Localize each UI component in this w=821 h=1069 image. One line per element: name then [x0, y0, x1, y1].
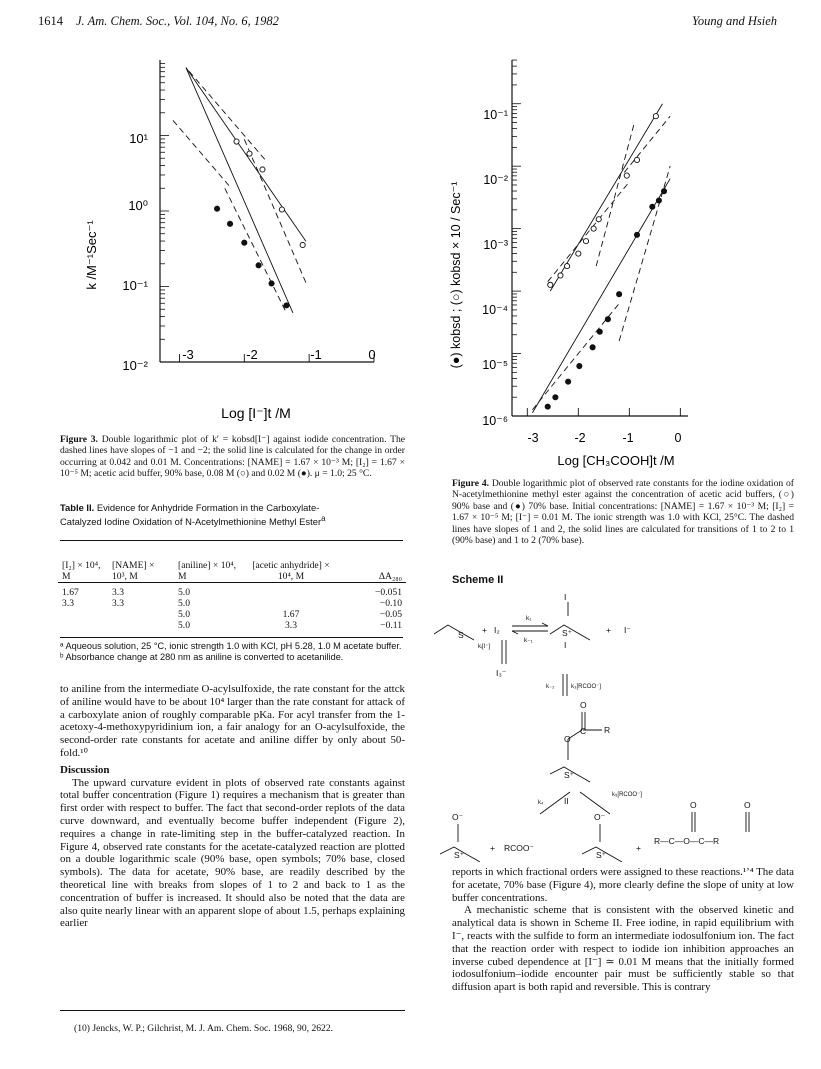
figure-3-xlabel: Log [I⁻]t /M — [221, 405, 291, 421]
data-point-open — [596, 217, 601, 222]
forward-arrow-head — [542, 623, 548, 626]
data-point-filled — [242, 240, 247, 245]
data-point-filled — [269, 281, 274, 286]
scheme-sulfur: S — [458, 630, 464, 640]
table-cell: 3.3 — [112, 586, 124, 598]
scheme-plus: + — [482, 625, 487, 635]
scheme-iodine-atom: I — [564, 592, 567, 602]
scheme-anhydride: R—C—O—C—R — [654, 836, 720, 846]
table-cell — [246, 598, 336, 609]
scheme-k4: k₄ — [538, 800, 544, 806]
table-cell: −0.051 — [375, 586, 402, 598]
table-cell — [108, 620, 174, 631]
dashed-slope-line — [173, 120, 231, 188]
scheme-oxygen: O — [690, 800, 697, 810]
fit-line — [186, 68, 293, 313]
table-cell — [58, 620, 108, 631]
table-row — [58, 609, 406, 620]
data-point-open — [234, 139, 239, 144]
figure-3-xtick: -2 — [246, 347, 258, 362]
page-number: 1614 — [38, 14, 63, 28]
dashed-slope-line — [624, 116, 670, 172]
data-point-filled — [227, 221, 232, 226]
figure-3-ylabel: k /M⁻¹Sec⁻¹ — [84, 220, 99, 290]
dashed-slope-line — [189, 71, 267, 162]
dashed-slope-line — [244, 139, 306, 282]
table-2-footnote: ᵃ Aqueous solution, 25 °C, ionic strength 1.0 with KCl, pH 5.28, 1.0 M acetate buffer. ᵇ Absorbance change at 280 nm as aniline is converted to acetanilide. — [60, 641, 402, 662]
scheme-km1: k₋₁ — [524, 637, 533, 644]
table-cell: 5.0 — [178, 608, 190, 620]
data-point-open — [548, 282, 553, 287]
scheme-r: R — [604, 725, 611, 735]
data-point-filled — [545, 404, 550, 409]
k5-arrow — [580, 792, 610, 814]
scheme-sulfonium: S⁺ — [596, 850, 607, 860]
dashed-slope-line — [548, 182, 630, 282]
data-point-filled — [553, 395, 558, 400]
table-cell: 1.67 — [62, 586, 79, 598]
paragraph: reports in which fractional orders were assigned to these reactions.¹ʼ⁴ The data for acetate, 70% base (Figure 4), more clearly define the slope of unity at low buffer concentrations. — [452, 866, 794, 904]
figure-4-xtick: -3 — [527, 431, 539, 445]
journal-citation: J. Am. Chem. Soc., Vol. 104, No. 6, 1982 — [76, 14, 279, 28]
figure-4-caption-label: Figure 4. — [452, 478, 490, 489]
scheme-k1: k₁ — [526, 615, 532, 622]
table-row — [58, 587, 406, 598]
scheme-oxygen: O — [580, 700, 587, 710]
scheme-plus: + — [490, 843, 495, 853]
data-point-filled — [605, 317, 610, 322]
figure-4-ytick: 10⁻⁴ — [482, 303, 508, 317]
data-point-filled — [590, 345, 595, 350]
scheme-k5: k₅[RCOO⁻] — [612, 792, 642, 798]
figure-4-caption — [452, 478, 794, 546]
data-point-open — [279, 207, 284, 212]
data-point-open — [653, 114, 658, 119]
figure-4-caption-text: Double logarithmic plot of observed rate constants for the iodine oxidation of N-acetylmethionine methyl ester against the concentration of acetic acid buffers, (○) 90% base and (●) 70% base. Initial concentrations: [NAME] = 1.67 × 10⁻³ M; [I₂] = 1.67 × 10⁻⁵ M; [I⁻] = 0.01 M. The ionic strength was 1.0 with KCl, 25°C. The dashed lines have slopes of 1 and 2, the solid lines are calculated for transitions of 1 to 2 to 1 (90% base) and 1 to 2 (70% base). — [452, 478, 794, 547]
figure-4-ytick: 10⁻³ — [483, 238, 508, 252]
figure-3-plot — [60, 40, 420, 430]
scheme-intermediate-2: II — [564, 796, 569, 806]
data-point-open — [260, 167, 265, 172]
table-2-header-row — [58, 546, 406, 582]
scheme-carboxylate: RCOO⁻ — [504, 843, 534, 853]
data-point-open — [564, 264, 569, 269]
dashed-slope-line — [225, 188, 287, 313]
figure-4-ytick: 10⁻⁵ — [482, 358, 508, 372]
figure-4-xtick: 0 — [674, 431, 682, 445]
table-2-title-footnote-mark: a — [321, 514, 326, 523]
table-cell — [246, 587, 336, 598]
fit-line — [550, 104, 662, 291]
section-heading: Discussion — [60, 763, 110, 776]
scheme-ii-diagram — [430, 592, 810, 862]
data-point-open — [634, 157, 639, 162]
table-2-header-cell: [I₂] × 10⁴, M — [62, 559, 101, 582]
paragraph: The upward curvature evident in plots of observed rate constants against total buffer concentration (Figure 1) requires a mechanism that is greater than first order with respect to buffer. The fact that second-order replots of the data curve downward, and eventually become buffer independent (Figure 2), requires a change in rate-limiting step in the buffer-catalyzed reaction. In Figure 4, observed rate constants for the acetate-catalyzed reaction are plotted on a double logarithmic scale (90% base, open symbols; 70% base, closed symbols). The data for acetate, 90% base, are readily described by the theoretical line with breaks from slopes of 1 to 2 and back to 1 as the concentration of buffer is increased. It should also be noted that the data are also quite nearly linear with an apparent slope of about 1.5, perhaps explaining earlier — [60, 776, 405, 930]
scheme-carbon: C — [580, 726, 587, 736]
figure-4-ytick: 10⁻¹ — [483, 108, 508, 122]
anhydride-carbonyl-1 — [692, 812, 695, 832]
data-point-open — [247, 151, 252, 156]
scheme-sulfonium: S⁺ — [562, 628, 573, 638]
table-2-label: Table II. — [60, 502, 95, 513]
scheme-sulfonium: S⁺ — [564, 770, 575, 780]
data-point-open — [300, 242, 305, 247]
table-cell — [108, 609, 174, 620]
data-point-open — [591, 226, 596, 231]
table-row — [58, 620, 406, 631]
scheme-iodine: I₂ — [494, 625, 500, 635]
data-point-open — [558, 273, 563, 278]
figure-3-xtick: -3 — [182, 347, 194, 362]
table-2-title — [60, 502, 360, 527]
figure-4-xlabel: Log [CH₃COOH]t /M — [557, 453, 675, 468]
table-cell: 1.67 — [282, 608, 300, 620]
figure-4-xtick: -1 — [622, 431, 634, 445]
scheme-oxide: O⁻ — [594, 812, 606, 822]
data-point-filled — [617, 292, 622, 297]
figure-3-ytick: 10⁰ — [128, 198, 148, 213]
figure-4-plot — [430, 40, 810, 470]
figure-4-ytick: 10⁻⁶ — [482, 414, 508, 428]
figure-3-caption-text: Double logarithmic plot of k′ = kobsd[I⁻] against iodide concentration. The dashed lines have slopes of −1 and −2; the solid line is calculated for the change in order occurring at 0.042 and 0.01 M. Concentrations: [NAME] = 1.67 × 10⁻³ M; [I₂] = 1.67 × 10⁻⁵ M; acetic acid buffer, 90% base, 0.08 M (○) and 0.02 M (●). μ = 1.0; 25 °C. — [60, 434, 405, 480]
table-cell: 3.3 — [285, 619, 297, 631]
table-cell: −0.05 — [379, 608, 402, 620]
table-cell: 5.0 — [178, 586, 190, 598]
figure-4-ylabel: (●) kobsd ; (○) kobsd × 10 / Sec⁻¹ — [449, 181, 463, 369]
data-point-filled — [650, 204, 655, 209]
data-point-filled — [214, 206, 219, 211]
left-column-text — [60, 683, 405, 930]
reverse-arrow-head — [512, 631, 518, 634]
data-point-filled — [256, 263, 261, 268]
table-cell: 3.3 — [62, 597, 74, 609]
data-point-filled — [597, 329, 602, 334]
scheme-triiodide: I₃⁻ — [496, 668, 507, 678]
data-point-filled — [634, 232, 639, 237]
dashed-slope-line — [596, 122, 634, 266]
paragraph: to aniline from the intermediate O-acylsulfoxide, the rate constant for the attck of aniline would have to be about 10⁴ larger than the rate constant for attack of a carboxylate anion of roughly comparable pKa. For acyl transfer from the 1-acetoxy-4-methoxypyridinium ion, a fair analogy for an O-acylsulfoxide, the second-order rate constants for acetate and aniline differ by only about 50-fold.¹⁰ — [60, 683, 405, 759]
right-column-text — [452, 866, 794, 994]
table-cell: −0.10 — [379, 597, 402, 609]
table-2-header-cell: [NAME] × 10³, M — [112, 559, 155, 582]
data-point-open — [576, 251, 581, 256]
scheme-iodide: I⁻ — [624, 625, 631, 635]
anhydride-carbonyl-2 — [746, 812, 749, 832]
scheme-plus: + — [636, 843, 641, 853]
data-point-open — [624, 173, 629, 178]
scheme-oxygen: O — [564, 734, 571, 744]
fit-line — [532, 179, 670, 413]
figure-3-ytick: 10⁻² — [122, 358, 148, 373]
scheme-km2: k₋₂ — [546, 684, 555, 690]
figure-3-xtick: 0 — [368, 347, 376, 362]
data-point-filled — [566, 379, 571, 384]
table-cell: 5.0 — [178, 597, 190, 609]
figure-4-ytick: 10⁻² — [483, 173, 508, 187]
data-point-filled — [577, 363, 582, 368]
scheme-ki: kᵢ[I⁻] — [478, 644, 491, 650]
table-2-title-text: Evidence for Anhydride Formation in the Carboxylate-Catalyzed Iodine Oxidation of N-Acetylmethionine Methyl Ester — [60, 502, 322, 528]
table-2-header-cell: [aniline] × 10⁴, M — [178, 559, 237, 582]
scheme-oxide: O⁻ — [452, 812, 464, 822]
figure-4-xtick: -2 — [574, 431, 586, 445]
paragraph: A mechanistic scheme that is consistent with the observed kinetic and analytical data is shown in Scheme II. Free iodine, in rapid equilibrium with I⁻, reacts with the sulfide to form an intermediate iodosulfonium ion. The fact that the reaction order with respect to iodide ion inhibition approaches an inverse cubed dependence at [I⁻] ≃ 0.01 M means that the initially formed iodosulfonium–iodide encounter pair must be sufficiently stable so that diffusion apart is both rapid and reversible. This is contrary — [452, 904, 794, 994]
scheme-title: Scheme II — [452, 574, 504, 586]
table-2-header-cell: [acetic anhydride] × 10⁴, M — [252, 559, 330, 582]
table-cell: −0.11 — [380, 619, 402, 631]
table-row — [58, 598, 406, 609]
fit-line — [186, 68, 306, 242]
table-2 — [58, 546, 406, 631]
scheme-oxygen: O — [744, 800, 751, 810]
figure-3-ytick: 10¹ — [129, 131, 148, 146]
table-cell: 3.3 — [112, 597, 124, 609]
scheme-sulfonium: S⁺ — [454, 850, 465, 860]
data-point-filled — [661, 189, 666, 194]
table-cell: 5.0 — [178, 619, 190, 631]
data-point-open — [583, 239, 588, 244]
figure-3-caption-label: Figure 3. — [60, 434, 98, 445]
sulfide-bond — [434, 625, 474, 640]
figure-3-caption — [60, 434, 405, 480]
scheme-plus: + — [606, 625, 611, 635]
data-point-filled — [656, 198, 661, 203]
figure-3-xtick: -1 — [310, 347, 322, 362]
figure-3-ytick: 10⁻¹ — [122, 278, 148, 293]
table-2-header-cell: ΔA₂₈₀ — [378, 570, 402, 582]
reference-footnote: (10) Jencks, W. P.; Gilchrist, M. J. Am. Chem. Soc. 1968, 90, 2622. — [74, 1023, 334, 1034]
scheme-intermediate-1: I — [564, 640, 567, 650]
table-cell — [58, 609, 108, 620]
author-running-head: Young and Hsieh — [692, 14, 777, 28]
scheme-k3: k₃[RCOO⁻] — [571, 684, 601, 690]
data-point-filled — [284, 303, 289, 308]
